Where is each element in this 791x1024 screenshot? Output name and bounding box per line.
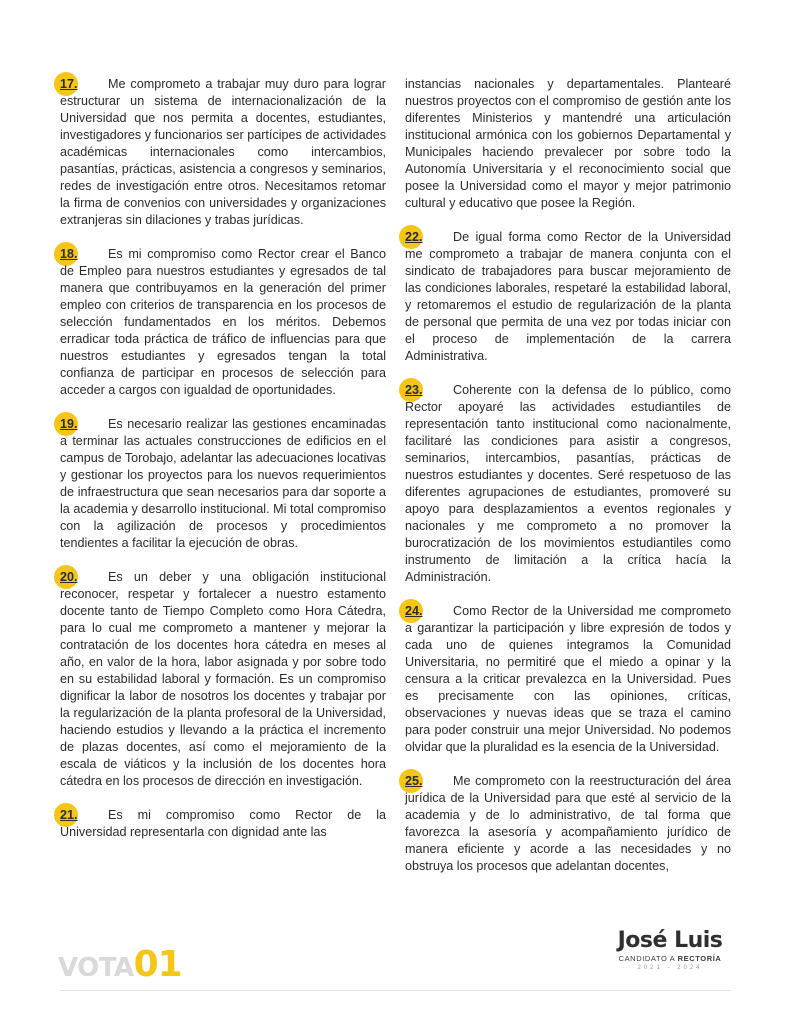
- proposal-text: Es mi compromiso como Rector de la Universidad representarla con dignidad ante las: [60, 808, 386, 839]
- proposal-number: 20.: [60, 570, 78, 584]
- vota-logo: [58, 945, 182, 988]
- proposal-number: 22.: [405, 230, 423, 244]
- role-prefix: CANDIDATO A: [618, 954, 678, 963]
- proposal-number: 19.: [60, 417, 78, 431]
- proposal-item-19: [60, 416, 386, 552]
- proposal-item-25: [405, 773, 731, 875]
- proposal-item-17: [60, 76, 386, 229]
- proposal-text: Como Rector de la Universidad me comprometo a garantizar la participación y libre expresión de todos y cada uno de quienes integramos la Comunidad Universitaria, no permitiré que el miedo a opinar y la censura a la criticar prevalezca en la Universidad. Pues es precisamente con las opiniones, críticas, observaciones y nuevas ideas que se traza el camino para poder construir una mejor Universidad. No podemos olvidar que la pluralidad es la esencia de la Universidad.: [405, 604, 731, 754]
- proposal-number: 17.: [60, 77, 78, 91]
- proposal-text: instancias nacionales y departamentales. Plantearé nuestros proyectos con el compromiso de gestión ante los diferentes Ministerios y mantendré una articulación institucional armónica con los gobiernos Departamental y Municipales haciendo prevalecer por sobre todo la Autonomía Universitaria y el reconocimiento social que posee la Universidad como el mayor y mejor patrimonio cultural y educativo que posee la Región.: [405, 77, 731, 210]
- proposal-item-24: [405, 603, 731, 756]
- proposal-21-continuation: [405, 76, 731, 212]
- proposal-number: 25.: [405, 774, 423, 788]
- footer-divider: [60, 990, 731, 991]
- proposal-text: Me comprometo con la reestructuración del área jurídica de la Universidad para que esté al servicio de la academia y de lo administrativo, de tal forma que favorezca la asesoría y acompañamiento jurídico de manera eficiente y acorde a las necesidades y no obstruya los procesos que adelantan docentes,: [405, 774, 731, 873]
- candidate-name: José Luis: [617, 928, 723, 953]
- vota-word: VOTA: [58, 953, 134, 983]
- proposal-number: 18.: [60, 247, 78, 261]
- proposal-text: Me comprometo a trabajar muy duro para lograr estructurar un sistema de internacionalización de la Universidad que nos permita a docentes, estudiantes, investigadores y funcionarios ser partícipes de actividades académicas internacionales como intercambios, pasantías, prácticas, asistencia a congresos y seminarios, redes de investigación entre otros. Necesitamos retomar la firma de convenios con universidades y organizaciones extranjeras sin dilaciones y trabas jurídicas.: [60, 77, 386, 227]
- proposal-text: Es necesario realizar las gestiones encaminadas a terminar las actuales construcciones de edificios en el campus de Torobajo, adelantar las adecuaciones locativas y gestionar los proyectos para los nuevos requerimientos de infraestructura que sean necesarios para dar soporte a la academia y desarrollo institucional. Mi total compromiso con la agilización de procesos y procedimientos tendientes a facilitar la ejecución de obras.: [60, 417, 387, 550]
- proposal-text: Es un deber y una obligación institucional reconocer, respetar y fortalecer a nuestro estamento docente tanto de Tiempo Completo como Hora Cátedra, para lo cual me comprometo a mantener y mejorar la contratación de los docentes hora cátedra en meses al año, en valor de la hora, labor asignada y por sobre todo en su estabilidad laboral y formación. Es un compromiso dignificar la labor de nosotros los docentes y trabajar por la regularización de la planta profesoral de la Universidad, haciendo estudios y llevando a la práctica el incremento de plazas docentes, así como el mejoramiento de la escala de viáticos y la inclusión de los docentes hora cátedra en los procesos de dirección en investigación.: [60, 570, 386, 788]
- proposal-item-21: [60, 807, 386, 841]
- proposal-number: 21.: [60, 808, 78, 822]
- vota-number: 01: [133, 944, 182, 985]
- proposal-text: Coherente con la defensa de lo público, como Rector apoyaré las actividades estudiantiles de representación tanto institucional como nacionalmente, facilitaré las condiciones para asistir a congresos, seminarios, intercambios, pasantías, prácticas de nuestros estudiantes y docentes. Seré respetuoso de las diferentes agrupaciones de estudiantes, promoveré su apoyo para desplazamientos a eventos regionales y nacionales y me comprometo a no promover la burocratización de los movimientos estudiantiles como instrumento de limitación a la crítica hacía la Administración.: [405, 383, 731, 584]
- candidate-role: [609, 954, 731, 964]
- proposal-number: 23.: [405, 383, 423, 397]
- role-title: RECTORÍA: [677, 954, 722, 963]
- proposal-item-18: [60, 246, 386, 399]
- term-years: 2021 - 2024: [637, 965, 703, 971]
- proposal-text: Es mi compromiso como Rector crear el Banco de Empleo para nuestros estudiantes y egresados de tal manera que contribuyamos en la generación del primer empleo con criterios de transparencia en los procesos de selección fundamentados en los méritos. Debemos erradicar toda práctica de tráfico de influencias para que nuestros estudiantes y egresados tengan la total confianza de participar en procesos de selección para acceder a cargos con igualdad de oportunidades.: [60, 247, 386, 397]
- proposal-text: De igual forma como Rector de la Universidad me comprometo a trabajar de manera conjunta con el sindicato de trabajadores para buscar mejoramiento de las condiciones laborales, respetaré la estabilidad laboral, y retomaremos el estudio de regularización de la planta de personal que permita de una vez por todas iniciar con el proceso de implementación de la carrera Administrativa.: [405, 230, 731, 363]
- proposal-number: 24.: [405, 604, 423, 618]
- proposal-item-22: [405, 229, 731, 365]
- right-column: [405, 76, 731, 892]
- candidate-brand: [609, 928, 731, 972]
- proposal-item-20: [60, 569, 386, 790]
- left-column: [60, 76, 386, 858]
- proposal-item-23: [405, 382, 731, 586]
